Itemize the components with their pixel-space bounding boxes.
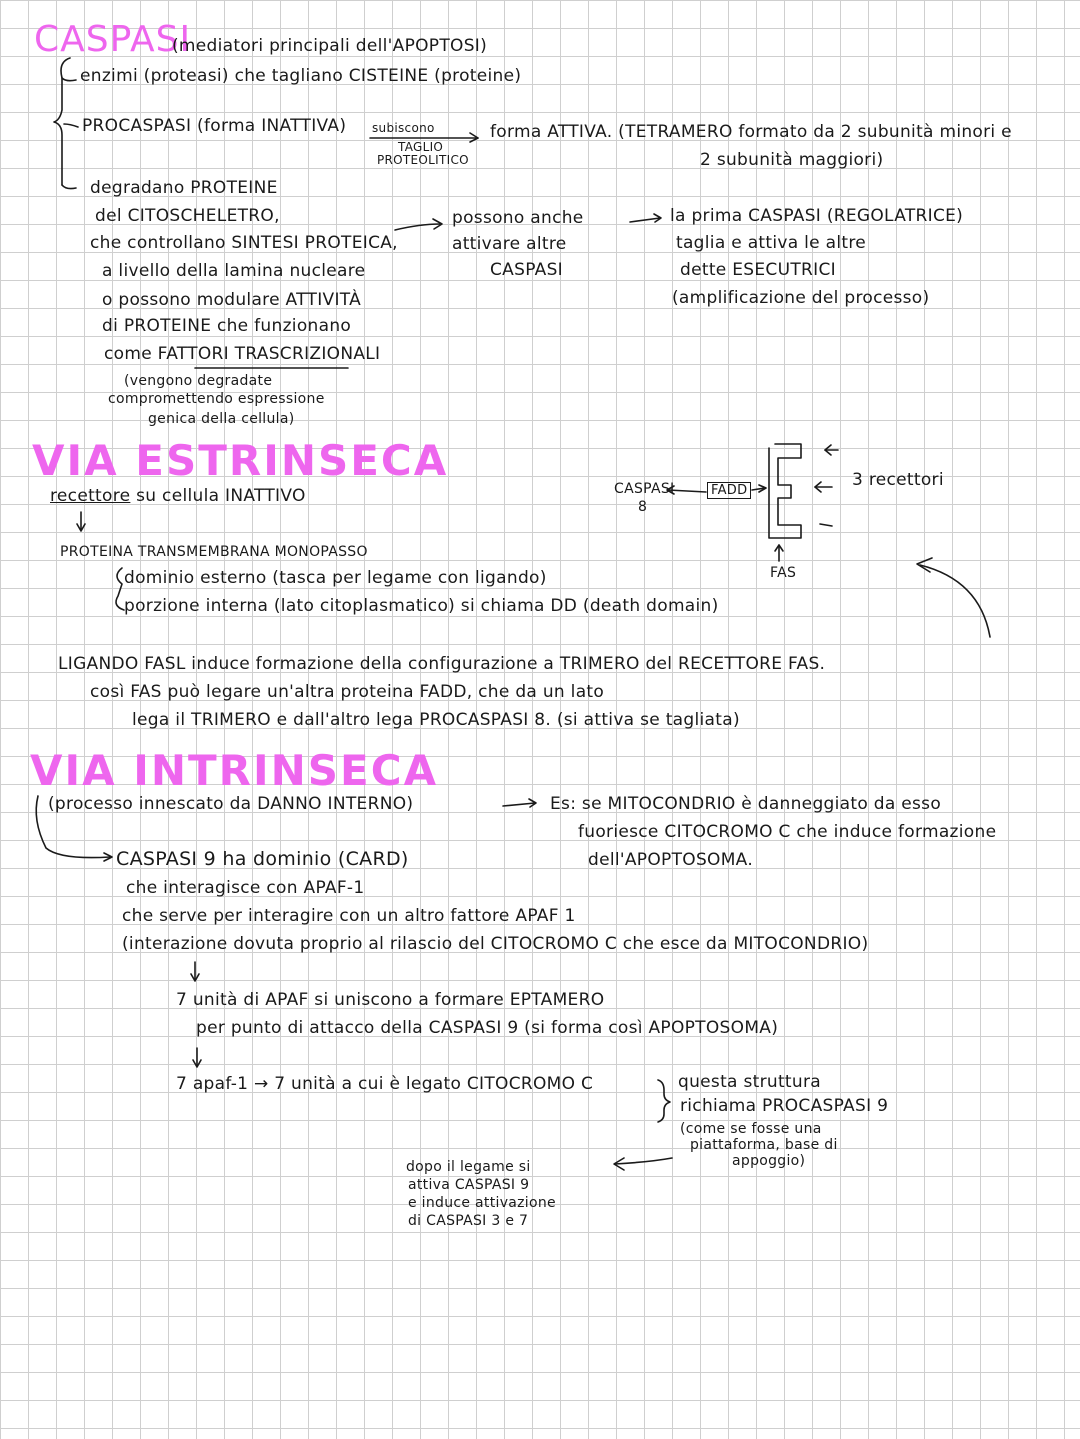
ligand-line: LIGANDO FASL induce formazione della configurazione a TRIMERO del RECETTORE FAS. [58, 654, 826, 674]
degrade-line: di PROTEINE che funzionano [102, 316, 352, 336]
right-line: taglia e attiva le altre [676, 233, 867, 253]
active-form-line-2: 2 subunità maggiori) [700, 150, 884, 170]
card-line: che serve per interagire con un altro fattore APAF 1 [122, 906, 576, 926]
diagram-fadd: FADD [707, 482, 751, 499]
card-line: che interagisce con APAF-1 [126, 878, 365, 898]
struttura-line: questa struttura [678, 1072, 821, 1092]
arrow-enzimi [62, 78, 76, 81]
card-line: (interazione dovuta proprio al rilascio del CITOCROMO C che esce da MITOCONDRIO) [122, 934, 869, 954]
struttura-line: (come se fosse una [680, 1121, 822, 1137]
active-form-line: forma ATTIVA. (TETRAMERO formato da 2 subunità minori e [490, 122, 1012, 142]
taglio-label: TAGLIO [398, 140, 444, 154]
example-line: fuoriesce CITOCROMO C che induce formazione [578, 822, 997, 842]
protein-line: PROTEINA TRANSMEMBRANA MONOPASSO [60, 544, 368, 560]
degrade-line: che controllano SINTESI PROTEICA, [90, 233, 398, 253]
arrow-prima [630, 218, 660, 222]
degrade-line: compromettendo espressione [108, 391, 325, 407]
apaf-line: 7 apaf-1 → 7 unità a cui è legato CITOCROMO C [176, 1074, 594, 1094]
dopo-line: attiva CASPASI 9 [408, 1177, 530, 1193]
example-line: dell'APOPTOSOMA. [588, 850, 754, 870]
degrade-line: del CITOSCHELETRO, [95, 206, 280, 226]
degrade-line: come FATTORI TRASCRIZIONALI [104, 344, 381, 364]
middle-line: attivare altre [452, 234, 567, 254]
fas-receptor [769, 444, 801, 538]
caspasi-bracket [54, 58, 70, 185]
example-line: Es: se MITOCONDRIO è danneggiato da esso [550, 794, 942, 814]
degrade-line: genica della cellula) [148, 411, 295, 427]
degrade-line: degradano PROTEINE [90, 178, 278, 198]
diagram-caspasi-num: 8 [638, 499, 648, 515]
struttura-line: appoggio) [732, 1153, 806, 1169]
degrade-line: a livello della lamina nucleare [102, 261, 366, 281]
eptamero-line: 7 unità di APAF si uniscono a formare EPTAMERO [176, 990, 605, 1010]
arrow-possono [395, 224, 440, 230]
estrinseca-title: VIA ESTRINSECA [32, 436, 449, 485]
card-line: CASPASI 9 ha dominio (CARD) [116, 848, 409, 870]
eptamero-line: per punto di attacco della CASPASI 9 (si forma così APOPTOSOMA) [196, 1018, 779, 1038]
struttura-line: richiama PROCASPASI 9 [680, 1096, 889, 1116]
curly-brace [658, 1080, 670, 1122]
enzimi-line: enzimi (proteasi) che tagliano CISTEINE (proteine) [80, 66, 522, 86]
arrow-es [503, 803, 535, 806]
struttura-line: piattaforma, base di [690, 1137, 838, 1153]
recettore-word: recettore [50, 486, 131, 506]
degrade-line: o possono modulare ATTIVITÀ [102, 290, 362, 310]
recettore-rest: su cellula INATTIVO [136, 486, 306, 506]
proteolitico-label: PROTEOLITICO [377, 153, 469, 167]
ligand-line: lega il TRIMERO e dall'altro lega PROCASPASI 8. (si attiva se tagliata) [132, 710, 740, 730]
diagram-fas: FAS [770, 565, 797, 581]
right-line: (amplificazione del processo) [672, 288, 930, 308]
dopo-line: e induce attivazione [408, 1195, 556, 1211]
degrade-line: (vengono degradate [124, 373, 273, 389]
recettore-line [50, 488, 306, 505]
right-line: la prima CASPASI (REGOLATRICE) [670, 206, 964, 226]
procaspasi-line: PROCASPASI (forma INATTIVA) [82, 116, 347, 136]
ligand-line: così FAS può legare un'altra proteina FADD, che da un lato [90, 682, 605, 702]
trigger-line: (processo innescato da DANNO INTERNO) [48, 794, 414, 814]
diagram-receptors: 3 recettori [852, 470, 944, 490]
domain-int-line: porzione interna (lato citoplasmatico) si chiama DD (death domain) [124, 596, 719, 616]
middle-line: possono anche [452, 208, 584, 228]
arrow-degradano [62, 185, 76, 189]
dopo-line: dopo il legame si [406, 1159, 531, 1175]
arrow-procaspasi [64, 124, 78, 127]
diagram-caspasi: CASPASI [614, 481, 675, 497]
arrow-curve-right [920, 565, 990, 637]
caspasi-title: CASPASI [34, 19, 192, 60]
intrinseca-title: VIA INTRINSECA [30, 746, 439, 795]
dopo-line: di CASPASI 3 e 7 [408, 1213, 529, 1229]
subiscono-label: subiscono [372, 121, 435, 135]
caspasi-subtitle: (mediatori principali dell'APOPTOSI) [172, 36, 488, 56]
domain-ext-line: dominio esterno (tasca per legame con ligando) [124, 568, 547, 588]
right-line: dette ESECUTRICI [680, 260, 836, 280]
middle-line: CASPASI [490, 260, 563, 280]
